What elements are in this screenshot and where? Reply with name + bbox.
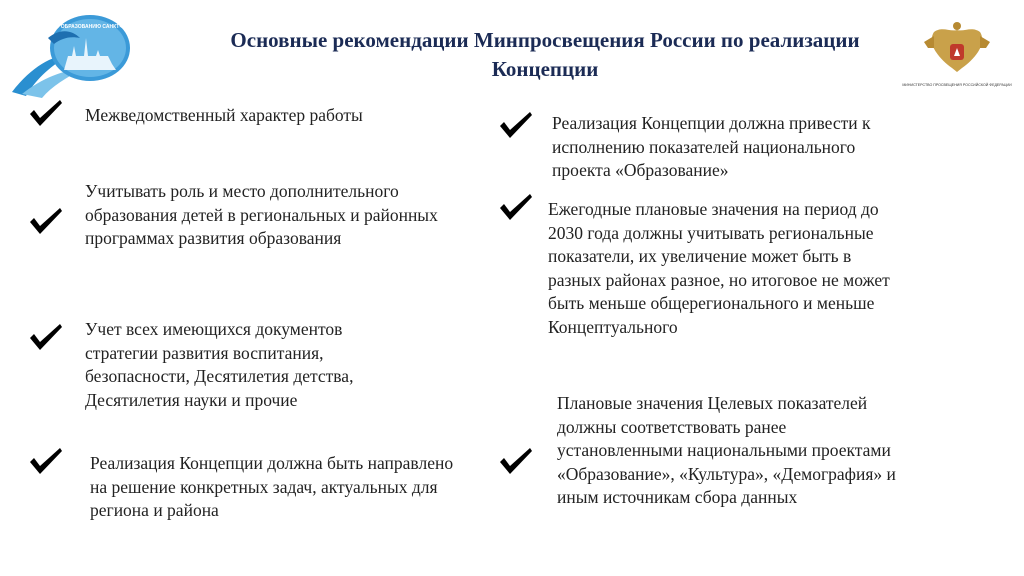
right-item-1: Реализация Концепции должна привести к исполнению показателей национального проекта «Образование» <box>552 113 871 180</box>
left-item-2: Учитывать роль и место дополнительного образования детей в региональных и районных программах развития образования <box>85 181 438 248</box>
page-title <box>170 26 920 84</box>
left-item-4: Реализация Концепции должна быть направлено на решение конкретных задач, актуальных для региона и района <box>90 453 454 520</box>
checkmark-icon <box>498 110 534 140</box>
checkmark-icon <box>498 192 534 222</box>
ministry-emblem <box>902 12 1012 107</box>
logo-right-text: МИНИСТЕРСТВО ПРОСВЕЩЕНИЯ РОССИЙСКОЙ ФЕДЕРАЦИИ <box>902 83 1012 87</box>
committee-logo <box>8 8 154 98</box>
checkmark-icon <box>28 446 64 476</box>
checkmark-icon <box>28 322 64 352</box>
left-item-3: Учет всех имеющихся документов стратегии развития воспитания, безопасности, Десятилетия детства, Десятилетия науки и прочие <box>85 319 354 410</box>
logo-left-text: КОМИТЕТ ПО ОБРАЗОВАНИЮ САНКТ-ПЕТЕРБУРГА <box>26 24 154 30</box>
title-line-2: Концепции <box>491 57 599 81</box>
title-line-1: Основные рекомендации Минпросвещения России по реализации <box>230 28 860 52</box>
checkmark-icon <box>498 446 534 476</box>
right-item-2: Ежегодные плановые значения на период до 2030 года должны учитывать региональные показатели, их увеличение может быть в разных районах разное, но итоговое не может быть меньше общерегионального и меньше Концептуального <box>548 199 890 337</box>
checkmark-icon <box>28 206 64 236</box>
right-item-3: Плановые значения Целевых показателей должны соответствовать ранее установленными национальными проектами «Образование», «Культура», «Демография» и иным источникам сбора данных <box>557 393 896 507</box>
left-item-1: Межведомственный характер работы <box>85 105 363 125</box>
checkmark-icon <box>28 98 64 128</box>
